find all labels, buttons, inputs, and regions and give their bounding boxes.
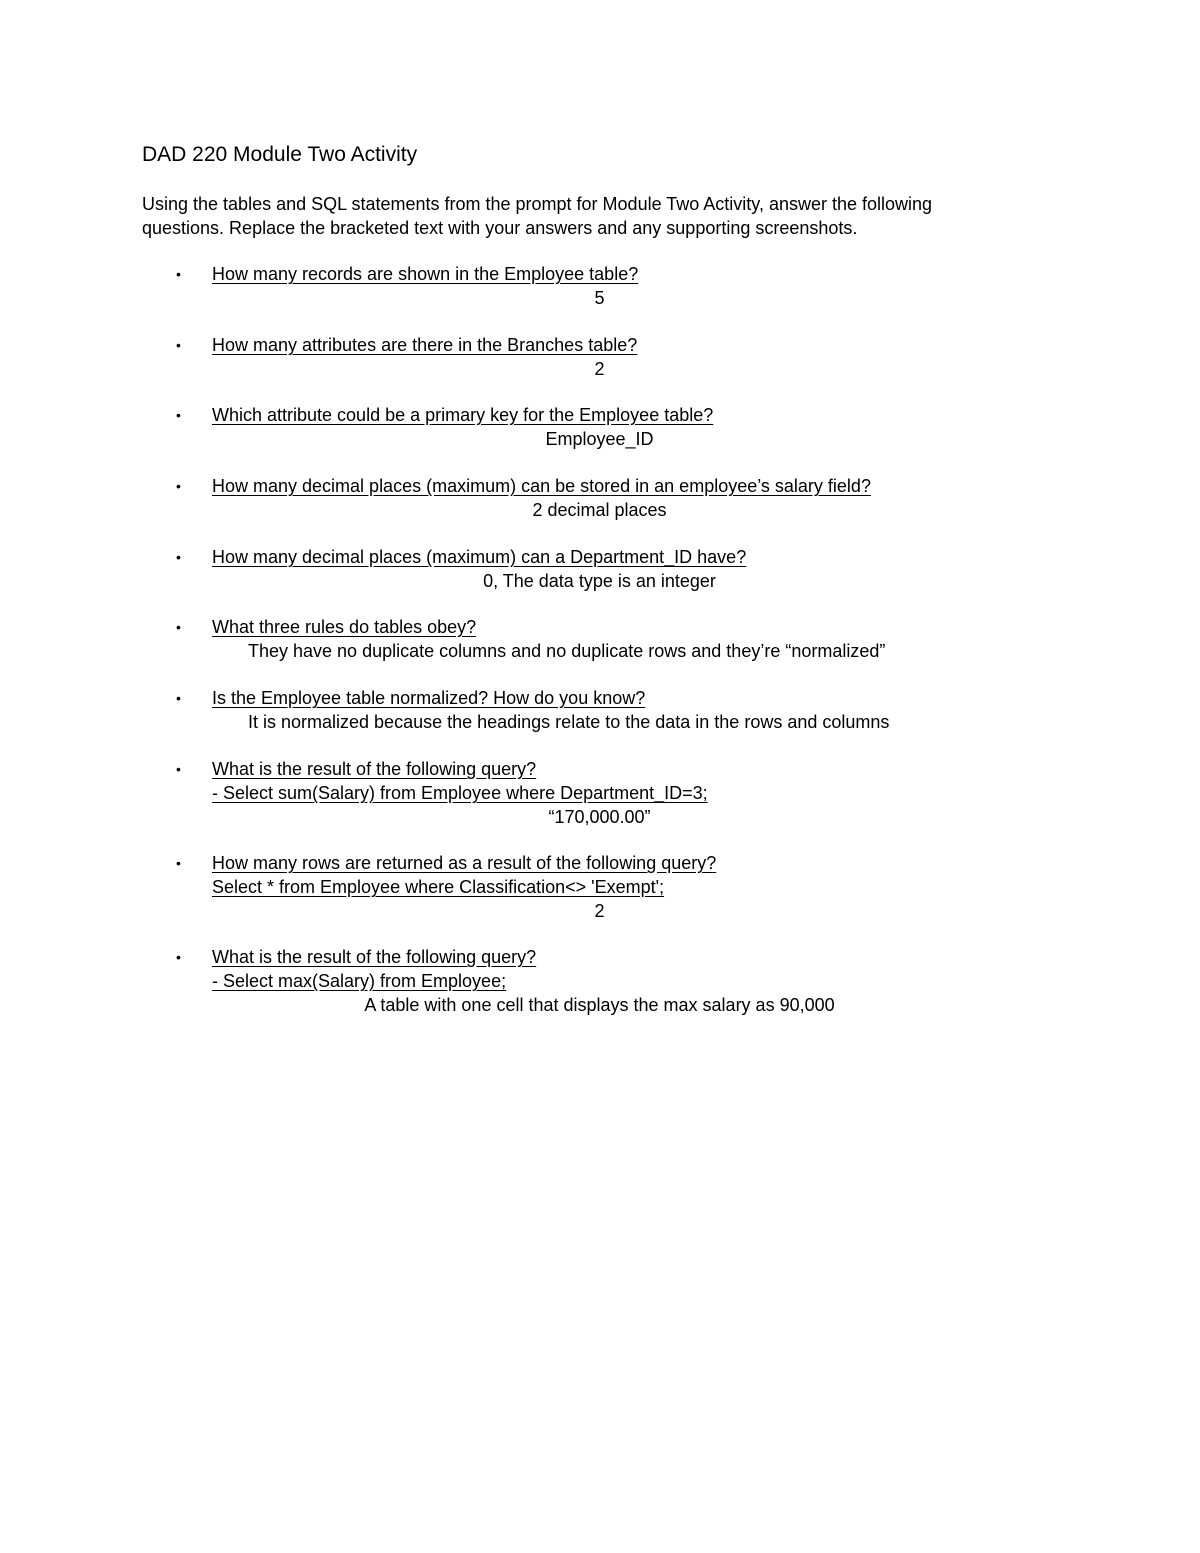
question-text: What three rules do tables obey? (212, 617, 477, 637)
query-text: - Select max(Salary) from Employee; (212, 971, 507, 991)
answer-text: 2 (594, 901, 605, 921)
bullet-icon: • (176, 619, 181, 635)
answer-text: It is normalized because the headings relate to the data in the rows and columns (248, 712, 890, 732)
question-text: Which attribute could be a primary key for the Employee table? (212, 405, 714, 425)
query-text: - Select sum(Salary) from Employee where Department_ID=3; (212, 783, 708, 803)
bullet-icon: • (176, 949, 181, 965)
bullet-icon: • (176, 478, 181, 494)
question-text: How many rows are returned as a result of the following query? (212, 853, 717, 873)
answer-text: A table with one cell that displays the max salary as 90,000 (364, 995, 835, 1015)
question-text: How many decimal places (maximum) can be stored in an employee’s salary field? (212, 476, 871, 496)
bullet-icon: • (176, 337, 181, 353)
answer-text: 5 (594, 288, 605, 308)
intro-line: questions. Replace the bracketed text with your answers and any supporting screenshots. (142, 218, 858, 238)
intro-line: Using the tables and SQL statements from the prompt for Module Two Activity, answer the following (142, 194, 933, 214)
question-text: Is the Employee table normalized? How do you know? (212, 688, 646, 708)
bullet-icon: • (176, 855, 181, 871)
question-text: How many decimal places (maximum) can a Department_ID have? (212, 547, 747, 567)
question-text: What is the result of the following query? (212, 759, 537, 779)
bullet-icon: • (176, 266, 181, 282)
answer-text: 2 decimal places (532, 500, 667, 520)
bullet-icon: • (176, 549, 181, 565)
bullet-icon: • (176, 690, 181, 706)
document-title: DAD 220 Module Two Activity (142, 143, 418, 166)
answer-text: 2 (594, 359, 605, 379)
answer-text: Employee_ID (545, 429, 654, 449)
question-text: How many records are shown in the Employee table? (212, 264, 639, 284)
question-text: What is the result of the following query? (212, 947, 537, 967)
intro-paragraph (142, 192, 1042, 240)
answer-text: “170,000.00” (548, 807, 651, 827)
answer-text: They have no duplicate columns and no duplicate rows and they’re “normalized” (248, 641, 886, 661)
query-text: Select * from Employee where Classification<> 'Exempt'; (212, 877, 665, 897)
answer-text: 0, The data type is an integer (483, 571, 716, 591)
question-text: How many attributes are there in the Branches table? (212, 335, 638, 355)
bullet-icon: • (176, 407, 181, 423)
bullet-icon: • (176, 761, 181, 777)
